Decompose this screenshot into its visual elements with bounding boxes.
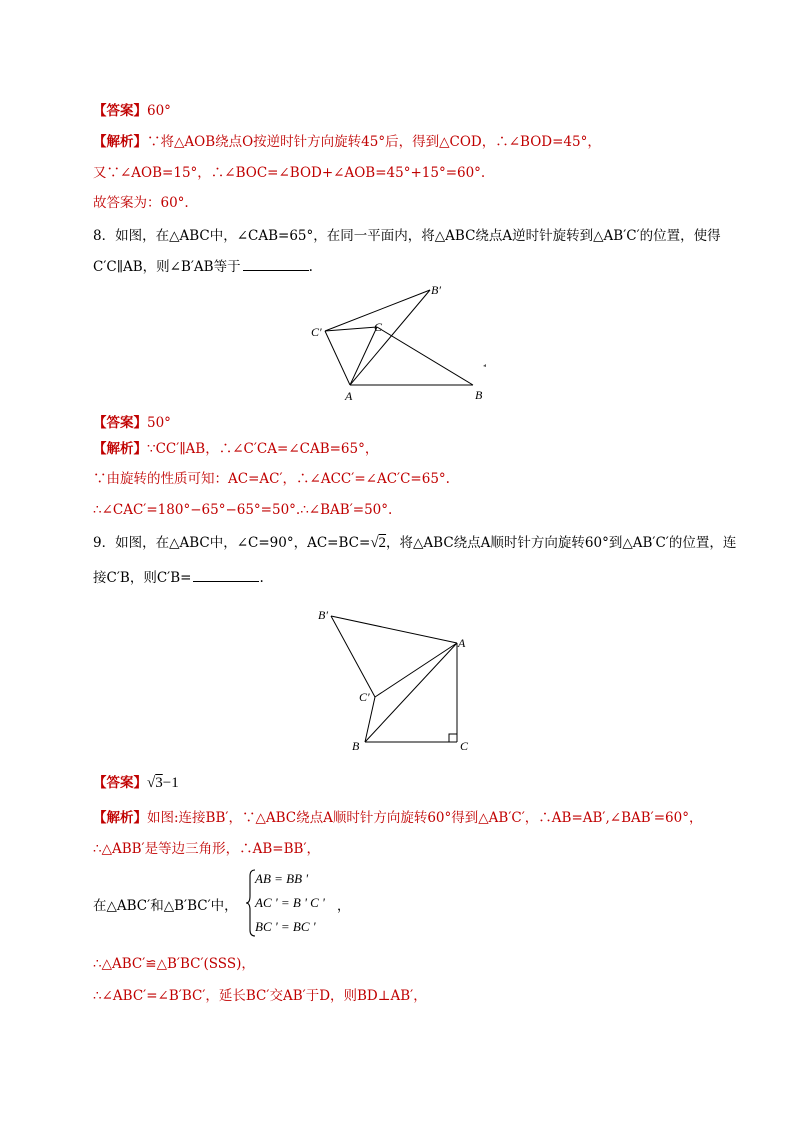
q7-answer — [93, 102, 171, 120]
label-c-prime: C′ — [359, 690, 370, 704]
q8-question-line2 — [93, 258, 313, 276]
segment-b-prime-c-prime — [331, 616, 375, 697]
answer-blank — [243, 258, 309, 271]
label-b-prime: B′ — [318, 608, 328, 622]
q7-analysis-3: 故答案为：60°. — [93, 195, 189, 211]
sqrt-radicand: 2 — [378, 535, 387, 551]
answer-tag: 【答案】 — [93, 775, 147, 791]
label-b-prime: B′ — [431, 283, 441, 297]
q9-question-line1 — [93, 534, 736, 552]
q9-question-line2 — [93, 569, 264, 587]
segment-b-a — [365, 643, 457, 742]
sqrt-symbol: √2 — [370, 535, 387, 551]
answer-blank — [193, 569, 259, 582]
q9-question-text-b: ，将△ABC绕点A顺时针方向旋转60°到△AB′C′的位置，连 — [386, 535, 737, 551]
answer-value: 60° — [147, 103, 171, 119]
analysis-tag: 【解析】 — [93, 810, 147, 826]
system-eq-3: BC ' = BC ' — [255, 919, 316, 934]
analysis-tag: 【解析】 — [93, 134, 147, 150]
q8-question-text: C′C∥AB，则∠B′AB等于 — [93, 259, 241, 275]
answer-sqrt-symbol: √3 — [147, 775, 163, 791]
label-b: B — [475, 388, 483, 402]
q8-question-line1: 8．如图，在△ABC中，∠CAB=65°，在同一平面内，将△ABC绕点A逆时针旋转到△AB′C′的位置，使得 — [93, 228, 721, 244]
label-a: A — [458, 636, 466, 650]
q9-analysis-3: 在△ABC′和△B′BC′中， — [93, 898, 238, 914]
system-eq-2: AC ' = B ' C ' — [255, 895, 325, 910]
q7-analysis-1 — [93, 133, 601, 151]
analysis-text: ∵将△AOB绕点O按逆时针方向旋转45°后，得到△COD，∴∠BOD=45°， — [147, 134, 601, 150]
right-angle-mark — [449, 734, 457, 742]
segment-c-b — [377, 327, 473, 385]
q9-analysis-5: ∴∠ABC′=∠B′BC′，延长BC′交AB′于D，则BD⊥AB′， — [93, 988, 427, 1004]
q9-question-end: . — [259, 570, 264, 586]
label-c: C — [460, 739, 469, 753]
answer-rest: −1 — [162, 775, 179, 791]
analysis-text: ∵CC′∥AB，∴∠C′CA=∠CAB=65°， — [147, 441, 379, 457]
segment-c-prime-a — [325, 331, 350, 385]
equation-system — [245, 868, 355, 938]
q9-answer — [93, 774, 179, 792]
q8-analysis-2: ∵由旋转的性质可知：AC=AC′，∴∠ACC′=∠AC′C=65°. — [93, 471, 450, 487]
q9-question-text: 接C′B，则C′B= — [93, 570, 192, 586]
q9-analysis-2: ∴△ABB′是等边三角形，∴AB=BB′， — [93, 841, 321, 857]
label-c-prime: C′ — [311, 325, 322, 339]
analysis-text: 如图:连接BB′，∵△ABC绕点A顺时针方向旋转60°得到△AB′C′，∴AB=AB′,∠BAB′=60°， — [147, 810, 703, 826]
segment-b-prime-a — [331, 616, 457, 643]
segment-c-a — [350, 327, 377, 385]
q9-analysis-1 — [93, 809, 703, 827]
q8-answer — [93, 414, 171, 432]
segment-b-prime-a — [350, 290, 430, 385]
answer-value: 50° — [147, 415, 171, 431]
q8-question-end: . — [308, 259, 313, 275]
analysis-tag: 【解析】 — [93, 441, 147, 457]
q8-analysis-3: ∴∠CAC′=180°−65°−65°=50°.∴∠BAB′=50°. — [93, 502, 393, 518]
label-c: C — [374, 320, 383, 334]
system-end: ， — [337, 899, 351, 914]
q8-analysis-1 — [93, 440, 378, 458]
label-a: A — [345, 389, 353, 403]
answer-tag: 【答案】 — [93, 415, 147, 431]
answer-tag: 【答案】 — [93, 103, 147, 119]
q9-question-text-a: 9．如图，在△ABC中，∠C=90°，AC=BC= — [93, 535, 371, 551]
system-eq-1: AB = BB ' — [255, 871, 309, 886]
stray-mark — [483, 364, 486, 367]
q8-figure — [300, 280, 500, 405]
answer-sqrt-radicand: 3 — [155, 775, 163, 791]
segment-c-prime-a — [375, 643, 457, 697]
q9-figure — [310, 600, 480, 755]
q9-analysis-4: ∴△ABC′≌△B′BC′(SSS)， — [93, 956, 255, 972]
q7-analysis-2: 又∵∠AOB=15°，∴∠BOC=∠BOD+∠AOB=45°+15°=60°. — [93, 165, 486, 181]
label-b: B — [352, 739, 360, 753]
